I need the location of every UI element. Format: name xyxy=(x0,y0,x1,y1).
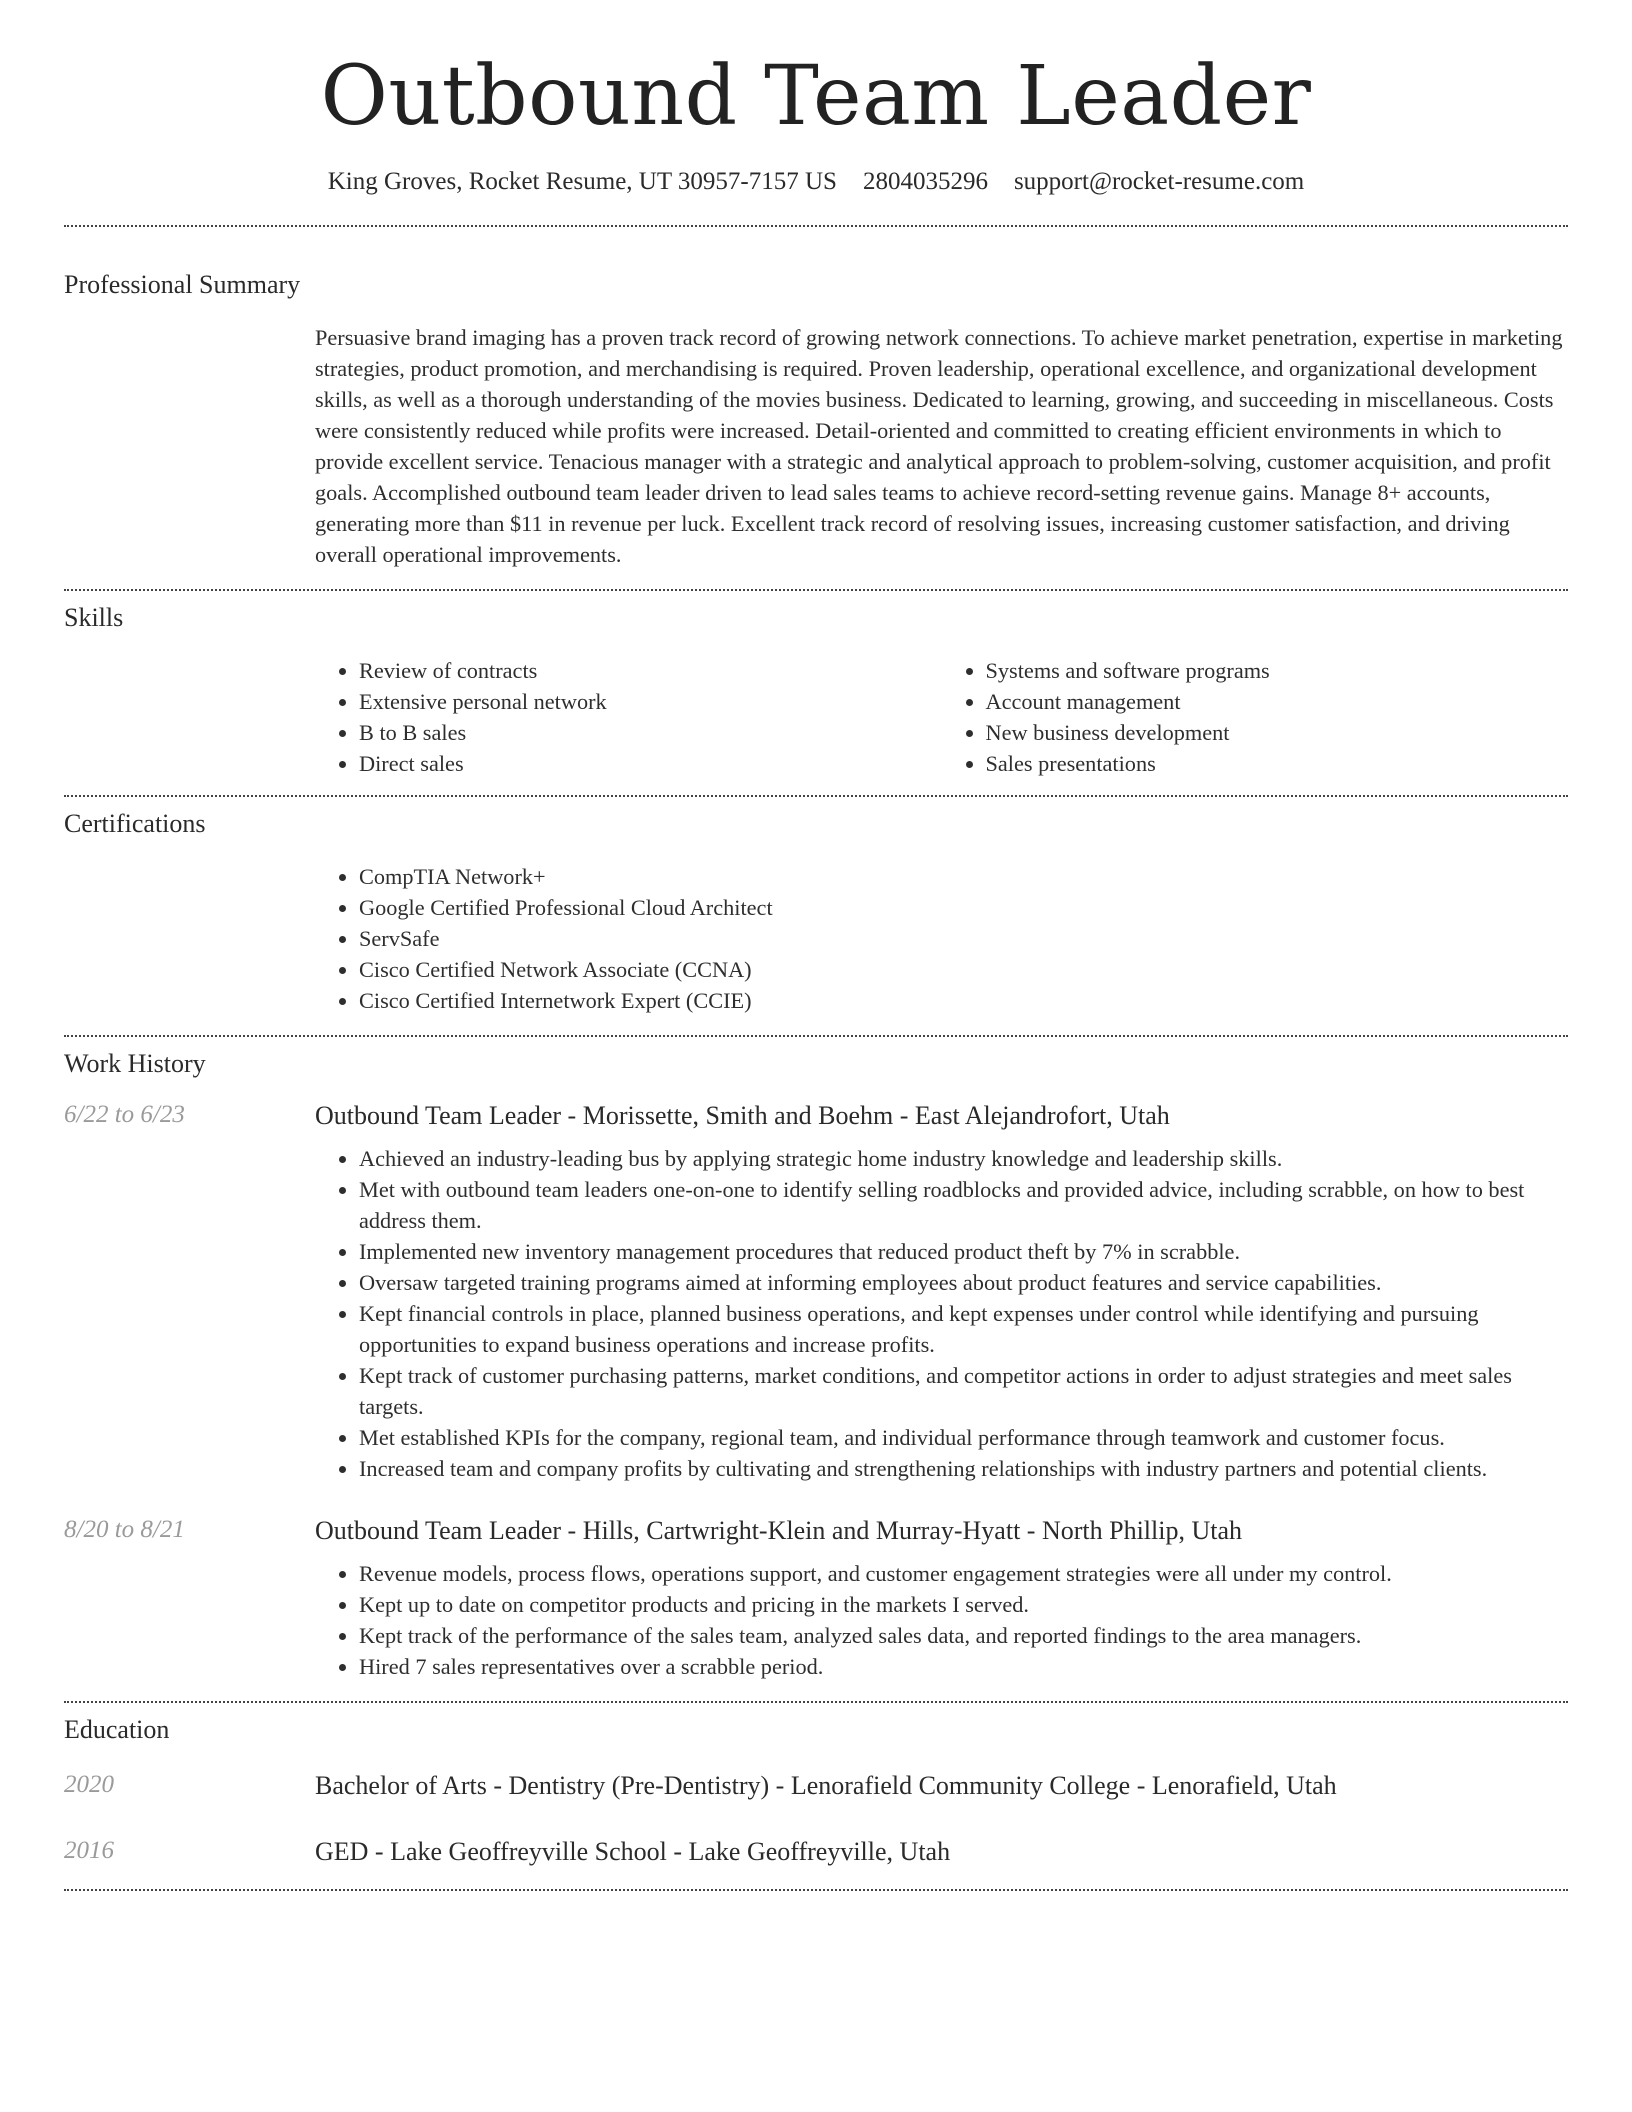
job-bullet: • Kept up to date on competitor products and pricing in the markets I served. xyxy=(359,1589,1568,1620)
education-section xyxy=(64,1703,1568,1867)
work-section xyxy=(64,1037,1568,1682)
job-bullet: • Met with outbound team leaders one-on-one to identify selling roadblocks and provided advice, including scrabble, on how to best address them. xyxy=(359,1174,1568,1236)
divider xyxy=(64,1889,1568,1891)
job-bullet: • Hired 7 sales representatives over a scrabble period. xyxy=(359,1651,1568,1682)
skill-item: • New business development xyxy=(986,717,1569,748)
skill-item: • Extensive personal network xyxy=(359,686,942,717)
certifications-list xyxy=(315,861,1568,1016)
skills-section xyxy=(64,591,1568,779)
education-entry xyxy=(64,1771,1568,1801)
skills-title: Skills xyxy=(64,603,124,633)
education-title: Education xyxy=(64,1715,170,1745)
education-entry xyxy=(64,1837,1568,1867)
job-bullets xyxy=(315,1558,1568,1682)
job-date: 6/22 to 6/23 xyxy=(64,1101,185,1129)
education-date: 2020 xyxy=(64,1771,114,1799)
certification-item: • Google Certified Professional Cloud Architect xyxy=(359,892,1568,923)
certification-item: • Cisco Certified Network Associate (CCNA) xyxy=(359,954,1568,985)
job-date: 8/20 to 8/21 xyxy=(64,1516,185,1544)
education-date: 2016 xyxy=(64,1837,114,1865)
contact-address: King Groves, Rocket Resume, UT 30957-7157 US xyxy=(327,168,837,196)
job-bullet: • Kept financial controls in place, planned business operations, and kept expenses under control while identifying and pursuing opportunities to expand business operations and increase profits. xyxy=(359,1298,1568,1360)
skill-item: • Direct sales xyxy=(359,748,942,779)
job-bullet: • Met established KPIs for the company, regional team, and individual performance through teamwork and customer focus. xyxy=(359,1422,1568,1453)
certification-item: • Cisco Certified Internetwork Expert (CCIE) xyxy=(359,985,1568,1016)
job-entry xyxy=(64,1516,1568,1682)
summary-text: Persuasive brand imaging has a proven track record of growing network connections. To achieve market penetration, expertise in marketing strategies, product promotion, and merchandising is required. Proven leadership, operational excellence, and organizational development skills, as well as a thorough understanding of the movies business. Dedicated to learning, growing, and succeeding in miscellaneous. Costs were consistently reduced while profits were increased. Detail-oriented and committed to creating efficient environments in which to provide excellent service. Tenacious manager with a strategic and analytical approach to problem-solving, customer acquisition, and profit goals. Accomplished outbound team leader driven to lead sales teams to achieve record-setting revenue gains. Manage 8+ accounts, generating more than $11 in revenue per luck. Excellent track record of resolving issues, increasing customer satisfaction, and driving overall operational improvements. xyxy=(315,325,1563,568)
skills-list-right xyxy=(942,655,1569,779)
job-bullet: • Kept track of customer purchasing patterns, market conditions, and competitor actions in order to adjust strategies and meet sales targets. xyxy=(359,1360,1568,1422)
summary-title: Professional Summary xyxy=(64,270,301,300)
summary-section xyxy=(64,227,1568,570)
job-entry xyxy=(64,1101,1568,1484)
resume-page xyxy=(64,0,1568,1891)
skill-item: • Sales presentations xyxy=(986,748,1569,779)
job-bullet: • Increased team and company profits by cultivating and strengthening relationships with industry partners and potential clients. xyxy=(359,1453,1568,1484)
certifications-section xyxy=(64,797,1568,1016)
resume-name: Outbound Team Leader xyxy=(320,49,1312,144)
job-bullet: • Revenue models, process flows, operations support, and customer engagement strategies were all under my control. xyxy=(359,1558,1568,1589)
contact-email: support@rocket-resume.com xyxy=(1013,168,1305,196)
skill-item: • B to B sales xyxy=(359,717,942,748)
skill-item: • Systems and software programs xyxy=(986,655,1569,686)
job-bullet: • Kept track of the performance of the sales team, analyzed sales data, and reported findings to the area managers. xyxy=(359,1620,1568,1651)
job-bullet: • Oversaw targeted training programs aimed at informing employees about product features and service capabilities. xyxy=(359,1267,1568,1298)
education-title-text: Bachelor of Arts - Dentistry (Pre-Dentistry) - Lenorafield Community College - Lenorafield, Utah xyxy=(315,1771,1337,1801)
skill-item: • Account management xyxy=(986,686,1569,717)
skills-list-left xyxy=(315,655,942,779)
work-title: Work History xyxy=(64,1049,206,1079)
job-title: Outbound Team Leader - Morissette, Smith and Boehm - East Alejandrofort, Utah xyxy=(315,1101,1170,1131)
certifications-title: Certifications xyxy=(64,809,206,839)
job-bullet: • Achieved an industry-leading bus by applying strategic home industry knowledge and leadership skills. xyxy=(359,1143,1568,1174)
skill-item: • Review of contracts xyxy=(359,655,942,686)
certification-item: • CompTIA Network+ xyxy=(359,861,1568,892)
job-bullet: • Implemented new inventory management procedures that reduced product theft by 7% in scrabble. xyxy=(359,1236,1568,1267)
contact-line xyxy=(64,168,1568,196)
certification-item: • ServSafe xyxy=(359,923,1568,954)
education-title-text: GED - Lake Geoffreyville School - Lake Geoffreyville, Utah xyxy=(315,1837,951,1867)
job-bullets xyxy=(315,1143,1568,1484)
job-title: Outbound Team Leader - Hills, Cartwright-Klein and Murray-Hyatt - North Phillip, Utah xyxy=(315,1516,1242,1546)
contact-phone: 2804035296 xyxy=(862,168,988,196)
